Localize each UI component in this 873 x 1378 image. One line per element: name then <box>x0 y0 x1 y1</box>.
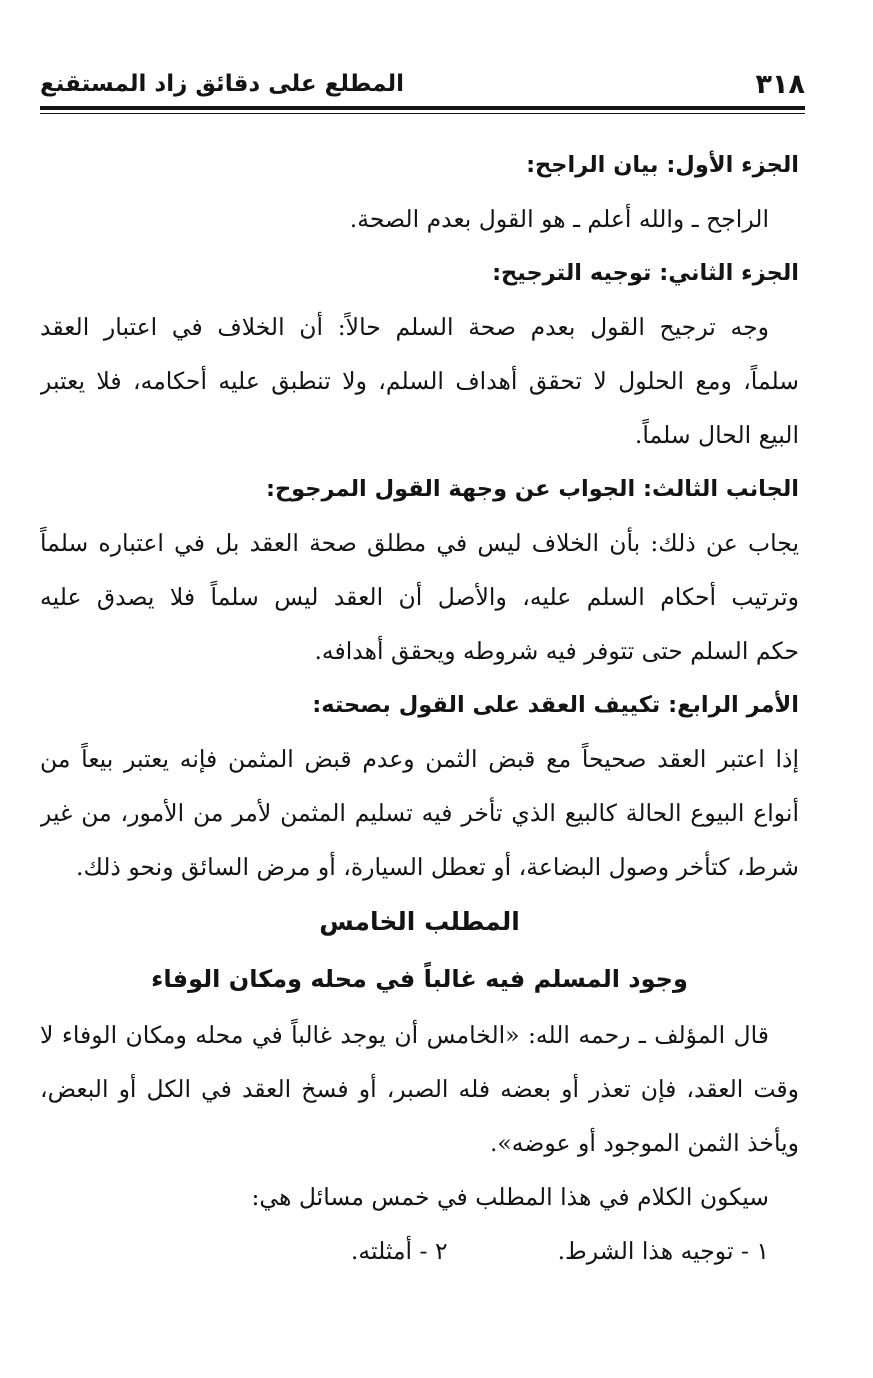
heading-part-two: الجزء الثاني: توجيه الترجيح: <box>492 260 799 286</box>
quote-line: ويأخذ الثمن الموجود أو عوضه». <box>489 1129 799 1157</box>
paragraph-line: إذا اعتبر العقد صحيحاً مع قبض الثمن وعدم قبض المثمن فإنه يعتبر بيعاً من <box>40 745 799 773</box>
page-number: ٣١٨ <box>755 68 805 100</box>
heading-matter-four: الأمر الرابع: تكييف العقد على القول بصحته: <box>312 692 799 718</box>
quote-line: وقت العقد، فإن تعذر أو بعضه فله الصبر، أو فسخ العقد في الكل أو البعض، <box>40 1075 799 1103</box>
heading-aspect-three: الجانب الثالث: الجواب عن وجهة القول المرجوح: <box>265 476 799 502</box>
header-rule-thick <box>40 106 805 110</box>
quote-line: قال المؤلف ـ رحمه الله: «الخامس أن يوجد غالباً في محله ومكان الوفاء لا <box>40 1021 769 1049</box>
paragraph-line: الراجح ـ والله أعلم ـ هو القول بعدم الصحة. <box>349 205 769 233</box>
page-body <box>40 138 799 1278</box>
header-rule-thin <box>40 113 805 114</box>
running-title: المطلع على دقائق زاد المستقنع <box>40 71 405 97</box>
section-title: المطلب الخامس <box>319 907 520 936</box>
paragraph-line: شرط، كتأخر وصول البضاعة، أو تعطل السيارة، أو مرض السائق ونحو ذلك. <box>76 853 799 881</box>
paragraph-line: أنواع البيوع الحالة كالبيع الذي تأخر فيه تسليم المثمن لأمر من الأمور، من غير <box>40 799 799 827</box>
page-header <box>40 62 805 106</box>
paragraph-line: يجاب عن ذلك: بأن الخلاف ليس في مطلق صحة العقد بل في اعتباره سلماً <box>40 529 799 557</box>
paragraph-line: البيع الحال سلماً. <box>634 421 799 449</box>
paragraph-line: سيكون الكلام في هذا المطلب في خمس مسائل هي: <box>251 1183 769 1211</box>
list-item: ١ - توجيه هذا الشرط. <box>557 1237 769 1265</box>
paragraph-line: سلماً، ومع الحلول لا تحقق أهداف السلم، ولا تنطبق عليه أحكامه، فلا يعتبر <box>40 367 799 395</box>
paragraph-line: وترتيب أحكام السلم عليه، والأصل أن العقد ليس سلماً فلا يصدق عليه <box>40 583 799 611</box>
list-item: ٢ - أمثلته. <box>350 1237 448 1265</box>
issue-list <box>40 1224 799 1278</box>
section-subtitle: وجود المسلم فيه غالباً في محله ومكان الوفاء <box>151 965 688 993</box>
heading-part-one: الجزء الأول: بيان الراجح: <box>526 152 799 178</box>
paragraph-line: حكم السلم حتى تتوفر فيه شروطه ويحقق أهدافه. <box>314 637 799 665</box>
paragraph-line: وجه ترجيح القول بعدم صحة السلم حالاً: أن الخلاف في اعتبار العقد <box>40 313 769 341</box>
